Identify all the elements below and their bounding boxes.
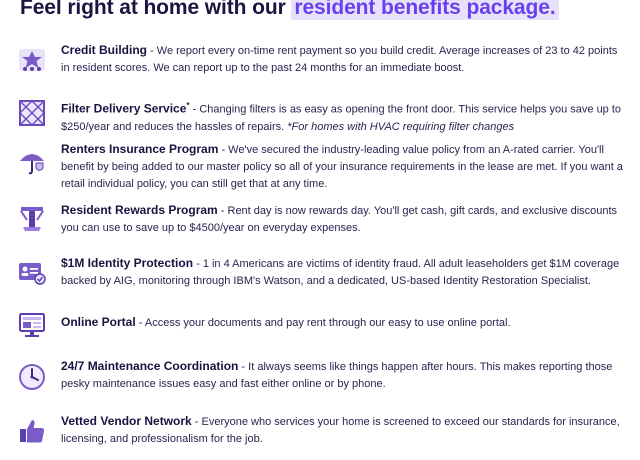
benefit-separator: -: [191, 416, 202, 428]
benefit-description: 1 in 4 Americans are victims of identity fraud. All adult leaseholders get $1M coverage backed by AIG, monitoring through IBM's Watson, and a dedicated, US-based Identity Restoration Specialist.: [61, 258, 620, 287]
clock-icon: [18, 363, 46, 391]
benefit-description: It always seems like things happen after hours. This makes reporting those pesky maintenance issues easy and fast either online or by phone.: [61, 361, 613, 390]
benefit-separator: -: [147, 45, 157, 57]
benefit-title: Online Portal: [61, 315, 136, 329]
identity-card-icon: [18, 258, 46, 286]
benefit-separator: -: [189, 103, 200, 116]
benefit-description: Everyone who services your home is screened to exceed our standards for insurance, licensing, and professionalism for the job.: [61, 416, 620, 445]
benefit-separator: -: [218, 144, 229, 156]
benefit-title: $1M Identity Protection: [61, 256, 194, 270]
air-filter-icon: [18, 99, 46, 127]
benefit-description: We've secured the industry-leading value policy from an A-rated carrier. You'll benefit by being added to our master policy so all of your insurance requirements in the lease are met. If you want a retail individual policy, you can still get that at any time.: [61, 144, 623, 190]
benefit-text: [61, 141, 627, 193]
benefit-separator: -: [217, 205, 228, 217]
benefit-text: [61, 314, 627, 332]
benefit-title: 24/7 Maintenance Coordination: [61, 359, 239, 373]
benefit-footnote: *For homes with HVAC requiring filter changes: [287, 120, 515, 133]
thumbs-up-icon: [18, 417, 46, 445]
benefit-title-mark: *: [186, 101, 190, 110]
headline-highlight: resident benefits package.: [291, 0, 558, 20]
monitor-portal-icon: [18, 311, 46, 339]
benefit-separator: -: [135, 317, 145, 329]
credit-stars-icon: [18, 46, 46, 74]
benefit-text: [61, 202, 627, 237]
benefit-title: Credit Building: [61, 43, 147, 57]
benefit-separator: -: [193, 258, 203, 270]
headline-prefix: Feel right at home with our: [20, 0, 292, 19]
benefit-title: Resident Rewards Program: [61, 203, 218, 217]
benefit-description: Rent day is now rewards day. You'll get cash, gift cards, and exclusive discounts you can use to save up to $4500/year on everyday expenses.: [61, 205, 618, 234]
page-headline: [20, 0, 559, 20]
benefit-text: [61, 42, 627, 77]
benefit-text: [61, 97, 627, 136]
benefit-text: [61, 358, 627, 393]
benefit-description: Changing filters is as easy as opening the front door. This service helps you save up to $250/year and reduces the hassles of repairs.: [61, 103, 622, 133]
benefit-description: Access your documents and pay rent through our easy to use online portal.: [144, 317, 511, 329]
rewards-gift-icon: [18, 204, 46, 232]
benefit-title: Filter Delivery Service: [61, 101, 187, 116]
benefit-title: Renters Insurance Program: [61, 142, 219, 156]
benefit-text: [61, 413, 627, 448]
benefit-title: Vetted Vendor Network: [61, 414, 192, 428]
benefit-description: We report every on-time rent payment so you build credit. Average increases of 23 to 42 points in resident scores. We can report up to the past 24 months for an immediate boost.: [61, 45, 618, 74]
benefit-separator: -: [238, 361, 249, 373]
umbrella-shield-icon: [18, 147, 46, 175]
benefit-text: [61, 255, 627, 290]
